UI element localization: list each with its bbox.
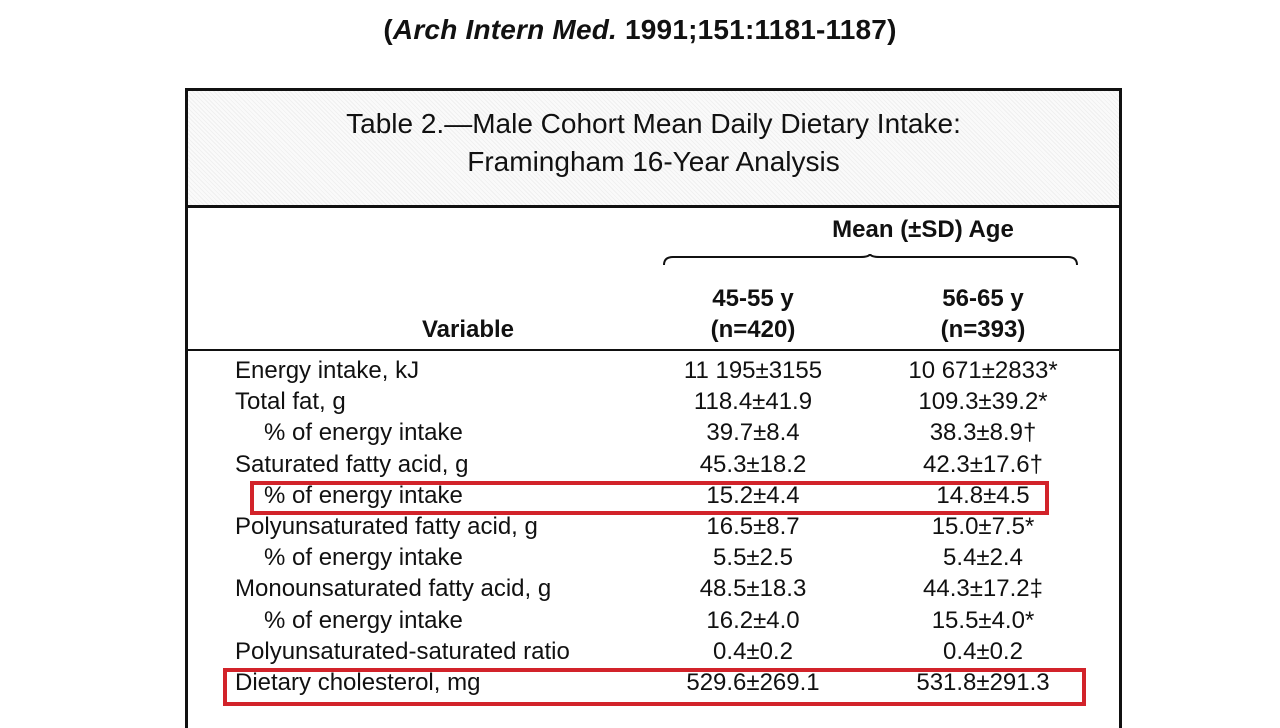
row-variable: Saturated fatty acid, g [235, 450, 469, 478]
row-value-56-65: 15.5±4.0* [931, 606, 1035, 634]
column-header-56-65-age: 56-65 y [942, 285, 1024, 312]
column-header-variable: Variable [421, 316, 515, 343]
table-row [188, 542, 1119, 573]
row-value-56-65: 531.8±291.3 [916, 668, 1050, 696]
row-value-56-65: 42.3±17.6† [923, 450, 1043, 478]
row-variable: Monounsaturated fatty acid, g [235, 575, 552, 603]
row-value-56-65: 5.4±2.4 [943, 544, 1023, 572]
row-value-45-55: 0.4±0.2 [713, 637, 793, 665]
row-value-45-55: 15.2±4.4 [706, 481, 800, 509]
table-title-line-1: Table 2.—Male Cohort Mean Daily Dietary Intake: [346, 108, 961, 139]
citation-journal: Arch Intern Med. [392, 14, 618, 45]
table-row [188, 573, 1119, 604]
row-value-45-55: 118.4±41.9 [693, 388, 813, 416]
table-row [188, 480, 1119, 511]
column-header-56-65-n: (n=393) [940, 316, 1026, 343]
row-value-45-55: 16.2±4.0 [706, 606, 800, 634]
row-value-56-65: 109.3±39.2* [918, 388, 1048, 416]
row-variable: % of energy intake [264, 606, 463, 634]
citation-open: ( [383, 14, 393, 45]
row-variable: Dietary cholesterol, mg [235, 668, 481, 696]
row-value-56-65: 14.8±4.5 [936, 481, 1030, 509]
row-value-45-55: 39.7±8.4 [706, 419, 800, 447]
table-row [188, 449, 1119, 480]
row-value-45-55: 16.5±8.7 [706, 512, 800, 540]
age-group-header: Mean (±SD) Age [832, 216, 1014, 243]
row-value-45-55: 45.3±18.2 [699, 450, 807, 478]
table-body [188, 355, 1119, 698]
table-row [188, 511, 1119, 542]
table-row [188, 355, 1119, 386]
column-header-45-55-age: 45-55 y [712, 285, 794, 312]
table-title-line-2: Framingham 16-Year Analysis [467, 146, 840, 177]
row-value-45-55: 529.6±269.1 [686, 668, 820, 696]
row-value-56-65: 15.0±7.5* [931, 512, 1035, 540]
row-variable: % of energy intake [264, 481, 463, 509]
row-value-45-55: 48.5±18.3 [699, 575, 807, 603]
table-row [188, 636, 1119, 667]
row-value-45-55: 11 195±3155 [683, 357, 823, 384]
column-header-45-55-n: (n=420) [710, 316, 796, 343]
row-value-56-65: 38.3±8.9† [929, 419, 1037, 447]
age-group-brace [663, 254, 1078, 266]
row-variable: Energy intake, kJ [235, 357, 420, 384]
table-row [188, 667, 1119, 698]
table-row [188, 605, 1119, 636]
row-variable: % of energy intake [264, 544, 463, 572]
dietary-intake-table [185, 88, 1122, 728]
row-variable: Total fat, g [235, 388, 346, 416]
table-row [188, 386, 1119, 417]
row-variable: Polyunsaturated-saturated ratio [235, 637, 570, 665]
row-value-45-55: 5.5±2.5 [713, 544, 793, 572]
row-value-56-65: 0.4±0.2 [943, 637, 1023, 665]
column-header-56-65 [888, 283, 1078, 345]
citation-details: 1991;151:1181-1187) [617, 14, 897, 45]
table-title [188, 91, 1119, 208]
row-value-56-65: 10 671±2833* [908, 357, 1058, 384]
row-value-56-65: 44.3±17.2‡ [923, 575, 1043, 603]
citation [0, 14, 1280, 46]
column-header-45-55 [658, 283, 848, 345]
table-row [188, 417, 1119, 448]
header-rule [188, 349, 1119, 351]
row-variable: Polyunsaturated fatty acid, g [235, 512, 538, 540]
row-variable: % of energy intake [264, 419, 463, 447]
